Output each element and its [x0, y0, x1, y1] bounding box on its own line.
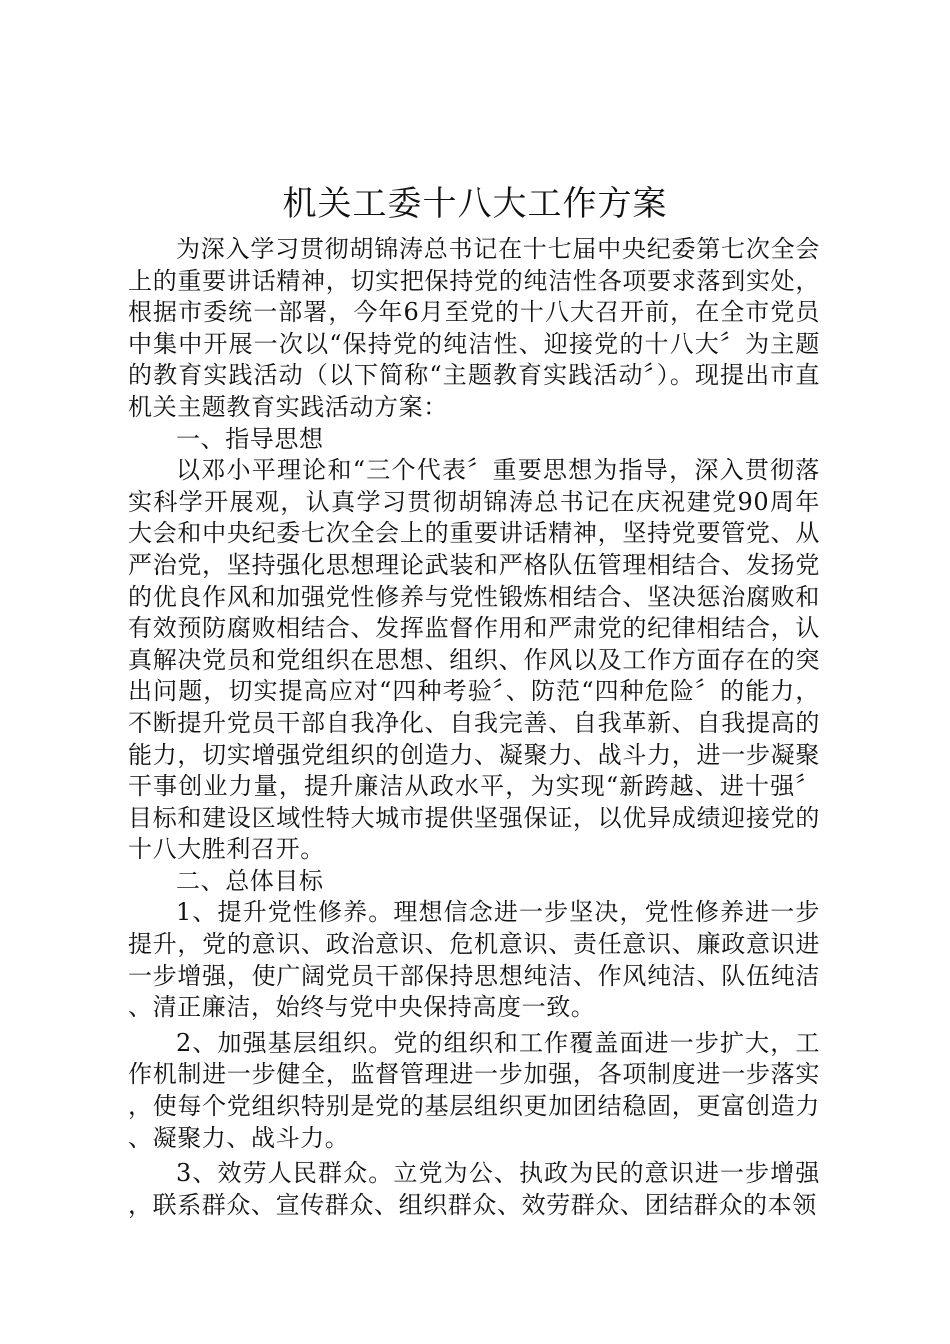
document-body [128, 234, 820, 1221]
intro-paragraph: 为深入学习贯彻胡锦涛总书记在十七届中央纪委第七次全会上的重要讲话精神，切实把保持党的纯洁性各项要求落到实处，根据市委统一部署，今年6月至党的十八大召开前，在全市党员中集中开展一次以“保持党的纯洁性、迎接党的十八大〞为主题的教育实践活动（以下简称“主题教育实践活动〞）。现提出市直机关主题教育实践活动方案： [128, 235, 820, 421]
document-title: 机关工委十八大工作方案 [282, 184, 668, 224]
goal-paragraph-1: 1、提升党性修养。理想信念进一步坚决，党性修养进一步提升，党的意识、政治意识、危机意识、责任意识、廉政意识进一步增强，使广阔党员干部保持思想纯洁、作风纯洁、队伍纯洁、清正廉洁，始终与党中央保持高度一致。 [128, 898, 820, 1022]
section-heading-overall-goals: 二、总体目标 [176, 866, 324, 895]
section-heading-guiding-thought: 一、指导思想 [176, 424, 324, 453]
goal-paragraph-2: 2、加强基层组织。党的组织和工作覆盖面进一步扩大，工作机制进一步健全，监督管理进一步加强，各项制度进一步落实，使每个党组织特别是党的基层组织更加团结稳固，更富创造力、凝聚力、战斗力。 [128, 1028, 820, 1152]
goal-paragraph-3: 3、效劳人民群众。立党为公、执政为民的意识进一步增强，联系群众、宣传群众、组织群众、效劳群众、团结群众的本领 [128, 1159, 820, 1219]
guiding-thought-paragraph: 以邓小平理论和“三个代表〞重要思想为指导，深入贯彻落实科学开展观，认真学习贯彻胡锦涛总书记在庆祝建党90周年大会和中央纪委七次全会上的重要讲话精神，坚持党要管党、从严治党，坚持强化思想理论武装和严格队伍管理相结合、发扬党的优良作风和加强党性修养与党性锻炼相结合、坚决惩治腐败和有效预防腐败相结合、发挥监督作用和严肃党的纪律相结合，认真解决党员和党组织在思想、组织、作风以及工作方面存在的突出问题，切实提高应对“四种考验〞、防范“四种危险〞的能力，不断提升党员干部自我净化、自我完善、自我革新、自我提高的能力，切实增强党组织的创造力、凝聚力、战斗力，进一步凝聚干事创业力量，提升廉洁从政水平，为实现“新跨越、进十强〞目标和建设区域性特大城市提供坚强保证，以优异成绩迎接党的十八大胜利召开。 [128, 456, 820, 864]
